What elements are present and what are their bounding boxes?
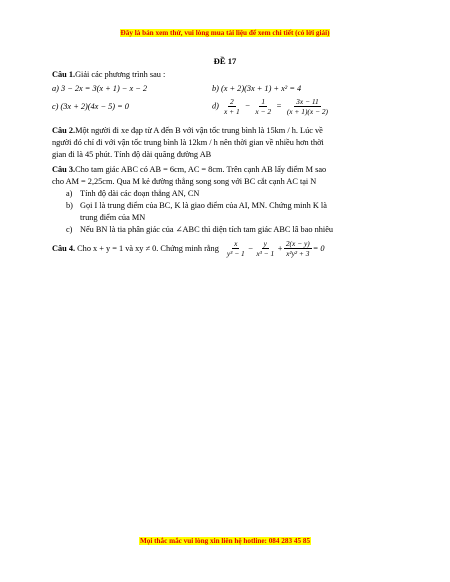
q3-line-2: cho AM = 2,25cm. Qua M kẻ đường thẳng song song với BC cắt cạnh AC tại N xyxy=(52,177,317,186)
exam-content xyxy=(52,69,408,258)
q1-d-fraction-2 xyxy=(253,97,273,116)
preview-banner-text: Đây là bản xem thử, vui lòng mua tài liệu để xem chi tiết (có lời giải) xyxy=(120,29,330,37)
hotline-banner xyxy=(0,537,450,545)
q1-text: Giải các phương trình sau : xyxy=(75,70,166,79)
q2-text-1: Một người đi xe đạp từ A đến B với vận tốc trung bình là 15km / h. Lúc về xyxy=(75,126,323,135)
frac-denominator: (x + 1)(x − 2) xyxy=(286,107,329,116)
q3-text-1: Cho tam giác ABC có AB = 6cm, AC = 8cm. Trên cạnh AB lấy điểm M sao xyxy=(75,165,327,174)
q2-line-2: người đó chỉ đi với vận tốc trung bình là 12km / h nên thời gian về nhiều hơn thời xyxy=(52,138,324,147)
frac-denominator: x − 2 xyxy=(255,107,272,116)
q1-d-prefix: d) xyxy=(212,101,219,111)
q1-d: d) $\frac{2}{x + 1}$ − $\frac{1}{x - 2}$ = $\frac{3x - 11}{(x + 1)(x - 2)}$ xyxy=(212,97,329,116)
list-marker: b) xyxy=(66,201,73,210)
q1-a: a) 3 − 2x = 3(x + 1) − x − 2 xyxy=(52,84,148,93)
q4-fraction-3 xyxy=(284,239,312,258)
q1-label: Câu 1. xyxy=(52,70,76,79)
q4-fraction-2 xyxy=(254,239,276,258)
q3-b-text-cont: trung điểm của MN xyxy=(80,213,146,222)
q1-c: c) (3x + 2)(4x − 5) = 0 xyxy=(52,101,129,111)
q4-line: Câu 4. Cho x + y = 1 và xy ≠ 0. Chứng minh rằng $\frac{x}{\text{y³ − 1}}$ − $\frac{y}{\text{x³ − 1}}$ + $\frac{2(x - y)}{\text{x²y² + 3}}$ = 0 xyxy=(52,239,325,258)
q3-line-1 xyxy=(52,164,408,176)
q3-label: Câu 3. xyxy=(52,165,76,174)
hotline-banner-text: Mọi thắc mắc vui lòng xin liên hệ hotline: 084 283 45 85 xyxy=(139,537,311,545)
q3-subquestions xyxy=(52,188,408,236)
q2-label: Câu 2. xyxy=(52,126,76,135)
q3-item-c xyxy=(66,224,408,236)
q4-fraction-1 xyxy=(225,239,247,258)
frac-denominator: x + 1 xyxy=(224,107,240,116)
q3-item-b xyxy=(66,200,408,212)
frac-numerator: 2(x − y) xyxy=(285,239,310,248)
frac-denominator: y³ − 1 xyxy=(226,249,245,258)
frac-numerator: 3x − 11 xyxy=(296,97,319,106)
q1-heading xyxy=(52,69,408,81)
q1-row-cd xyxy=(52,97,408,116)
q3-b-text: Gọi I là trung điểm của BC, K là giao điểm của AI, MN. Chứng minh K là xyxy=(80,201,327,210)
preview-banner xyxy=(0,29,450,37)
q3-a-text: Tính độ dài các đoạn thẳng AN, CN xyxy=(80,189,200,198)
frac-numerator: y xyxy=(263,239,267,248)
list-marker: a) xyxy=(66,189,73,198)
frac-denominator: x³ − 1 xyxy=(256,249,275,258)
q3-c-text: Nếu BN là tia phân giác của ∠ABC thì diện tích tam giác ABC lâ bao nhiêu xyxy=(80,225,334,234)
exam-title: ĐỀ 17 xyxy=(213,56,237,66)
q1-row-ab xyxy=(52,83,408,95)
q4-tail: = 0 xyxy=(312,243,325,253)
q4-label: Câu 4. xyxy=(52,243,76,253)
q3-item-b-cont xyxy=(66,212,408,224)
frac-numerator: 2 xyxy=(229,97,234,106)
q1-d-fraction-1 xyxy=(222,97,242,116)
frac-numerator: 1 xyxy=(261,97,266,106)
q2-line-3: gian đi là 45 phút. Tính độ dài quãng đường AB xyxy=(52,150,212,159)
q1-d-fraction-3 xyxy=(285,97,330,116)
frac-denominator: x²y² + 3 xyxy=(286,249,310,258)
q2-line-1 xyxy=(52,125,408,137)
frac-numerator: x xyxy=(234,239,238,248)
list-marker: c) xyxy=(66,225,73,234)
q3-item-a xyxy=(66,188,408,200)
q4-text: Cho x + y = 1 và xy ≠ 0. Chứng minh rằng xyxy=(77,243,219,253)
q1-b: b) (x + 2)(3x + 1) + x² = 4 xyxy=(212,84,302,93)
